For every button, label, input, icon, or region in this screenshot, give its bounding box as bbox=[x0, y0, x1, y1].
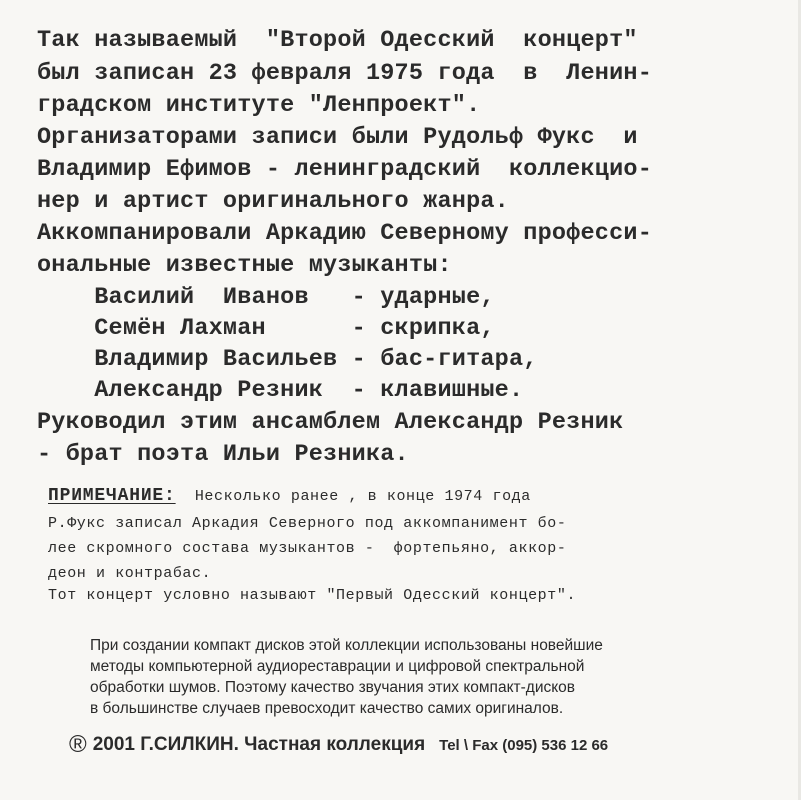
note-line: Тот концерт условно называют "Первый Одесский концерт". bbox=[48, 587, 577, 604]
main-text-line: Владимир Ефимов - ленинградский коллекцио- bbox=[37, 156, 652, 183]
note-line: лее скромного состава музыкантов - фортепьяно, аккор- bbox=[48, 540, 567, 557]
musician-line: Владимир Васильев - бас-гитара, bbox=[37, 346, 538, 373]
main-text-line: градском институте "Ленпроект". bbox=[37, 92, 481, 119]
copyright-text: 2001 Г.СИЛКИН. Частная коллекция bbox=[92, 734, 426, 755]
note-line: Р.Фукс записал Аркадия Северного под аккомпанимент бо- bbox=[48, 515, 567, 532]
leader-text-line: - брат поэта Ильи Резника. bbox=[37, 441, 409, 468]
musician-line: Василий Иванов - ударные, bbox=[37, 284, 495, 311]
info-text-line: в большинстве случаев превосходит качество самих оригиналов. bbox=[90, 700, 564, 717]
main-text-line: Так называемый "Второй Одесский концерт" bbox=[37, 27, 638, 54]
copyright-line bbox=[69, 732, 608, 759]
note-first-line-text: Несколько ранее , в конце 1974 года bbox=[175, 488, 531, 505]
main-text-line: был записан 23 февраля 1975 года в Ленин- bbox=[37, 60, 652, 87]
note-label: ПРИМЕЧАНИЕ: bbox=[48, 486, 176, 506]
info-text-line: методы компьютерной аудиореставрации и цифровой спектральной bbox=[90, 658, 585, 675]
main-text-line: Аккомпанировали Аркадию Северному професси- bbox=[37, 220, 652, 247]
musician-line: Александр Резник - клавишные. bbox=[37, 377, 524, 404]
main-text-line: Организаторами записи были Рудольф Фукс и bbox=[37, 124, 638, 151]
info-text-line: обработки шумов. Поэтому качество звучания этих компакт-дисков bbox=[90, 679, 576, 696]
contact-phone: Tel \ Fax (095) 536 12 66 bbox=[439, 737, 609, 754]
musician-line: Семён Лахман - скрипка, bbox=[37, 315, 495, 342]
note-first-line bbox=[48, 487, 531, 506]
note-line: деон и контрабас. bbox=[48, 565, 212, 582]
registered-icon: ® bbox=[69, 731, 87, 758]
main-text-line: нер и артист оригинального жанра. bbox=[37, 188, 509, 215]
main-text-line: ональные известные музыканты: bbox=[37, 252, 452, 279]
leader-text-line: Руководил этим ансамблем Александр Резник bbox=[37, 409, 624, 436]
info-text-line: При создании компакт дисков этой коллекции использованы новейшие bbox=[90, 637, 603, 654]
